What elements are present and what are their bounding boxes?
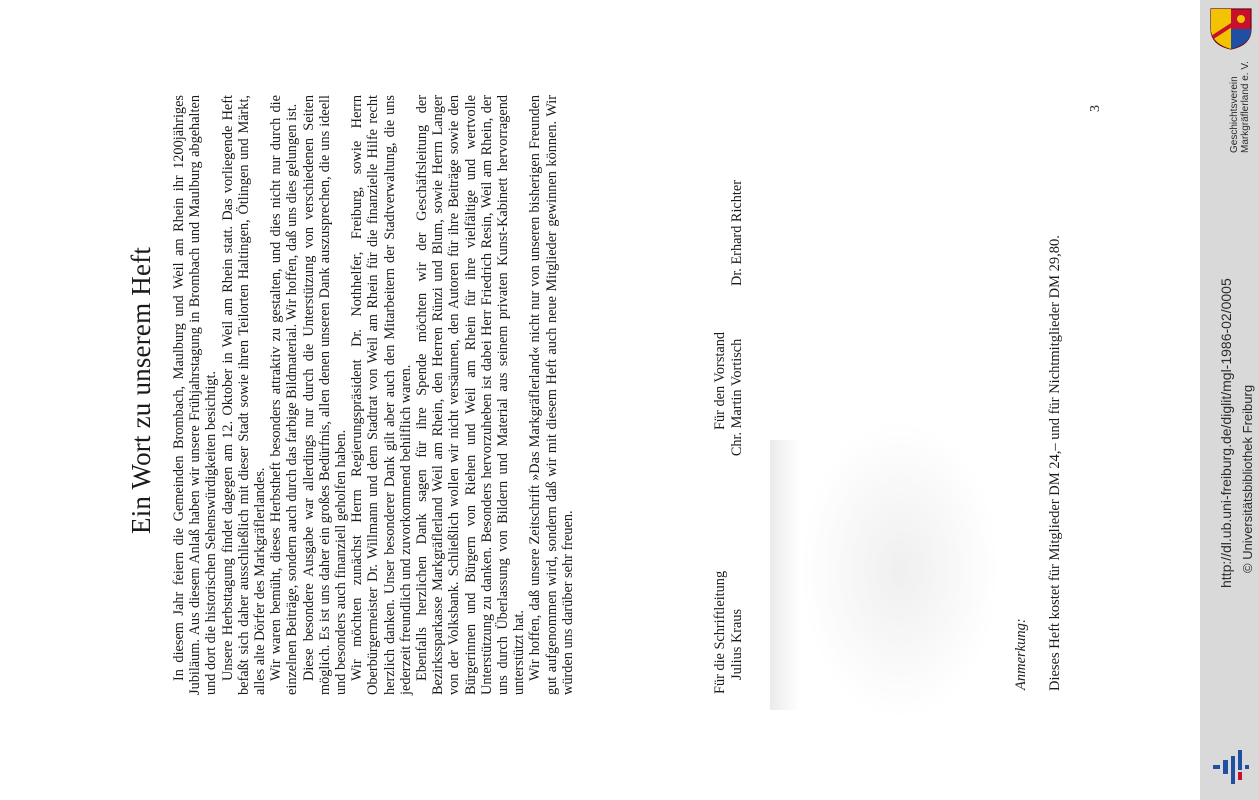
paragraph-5: Wir möchten zunächst Herrn Regierungspräsident Dr. Nothhelfer, Freiburg, sowie Herrn Oberbürgermeister Dr. Willmann und dem Stadtrat von Weil am Rhein für die finanzielle Hilfe recht herzlich danken. Unser besonderer Dank gilt aber auch den Mitarbeitern der Stadtverwaltung, die uns jederzeit freundlich und zuvorkommend behilflich waren. bbox=[349, 95, 414, 695]
price-note: Dieses Heft kostet für Mitglieder DM 24,– und für Nichtmitglieder DM 29,80. bbox=[1047, 235, 1063, 691]
paragraph-6: Ebenfalls herzlichen Dank sagen für ihre Spende möchten wir der Geschäftsleitung der Bezirkssparkasse Markgräflerland Weil am Rhein, den Herren Rünzi und Blum, sowie Herrn Langer von der Volksbank. Schließlich wollen wir nicht versäumen, den Autoren für ihre Beiträge sowie den Bürgerinnen und Bürgern von Riehen und Weil am Rhein für ihre vielfältige und wertvolle Unterstützung zu danken. Besonders hervorzuheben ist dabei Herr Friedrich Resin, Weil am Rhein, der uns durch Überlassung von Bildern und Material aus seinem privaten Kunst-Kabinett hervorragend unterstützt hat. bbox=[414, 95, 528, 695]
paragraph-4: Diese besondere Ausgabe war allerdings nur durch die Unterstützung von verschiedenen Seiten möglich. Es ist uns daher ein großes Bedürfnis, allen denen unseren Dank auszusprechen, die uns ideell und besonders auch finanziell geholfen haben. bbox=[300, 95, 350, 695]
right-name: Dr. Erhard Richter bbox=[728, 180, 745, 286]
coat-of-arms-logo bbox=[1207, 7, 1255, 51]
signature-block bbox=[712, 180, 745, 700]
paragraph-2: Unsere Herbsttagung findet dagegen am 12. Oktober in Weil am Rhein statt. Das vorliegende Heft befaßt sich daher ausschließlich mit dieser Stadt sowie ihren Teilorten Haltingen, Ötlingen und Märkt, alles alte Dörfer des Markgräflerlandes. bbox=[219, 95, 269, 695]
left-role: Für die Schriftleitung bbox=[712, 570, 728, 694]
note-heading: Anmerkung: bbox=[1013, 618, 1029, 690]
page-title: Ein Wort zu unserem Heft bbox=[126, 246, 156, 534]
middle-name: Chr. Martin Vortisch bbox=[728, 338, 745, 457]
org-name-line1: Geschichtsverein bbox=[1229, 76, 1240, 153]
copyright-text: © Universitätsbibliothek Freiburg bbox=[1240, 384, 1255, 573]
source-url-link[interactable]: http://dl.ub.uni-freiburg.de/diglit/mgl-1986-02/0005 bbox=[1218, 278, 1234, 588]
body-text bbox=[171, 95, 576, 695]
signature-names bbox=[729, 180, 746, 700]
signature-roles bbox=[712, 180, 729, 700]
scan-smudge bbox=[800, 420, 1000, 720]
right-role: Für den Vorstand bbox=[712, 332, 728, 430]
page-number: 3 bbox=[1088, 105, 1103, 112]
scan-edge bbox=[770, 440, 800, 710]
org-name-line2: Markgräflerland e. V. bbox=[1240, 61, 1251, 153]
paragraph-3: Wir waren bemüht, dieses Herbstheft besonders attraktiv zu gestalten, und dies nicht nur durch die einzelnen Beiträge, sondern auch durch das farbige Bildmaterial. Wir hoffen, daß uns dies gelungen ist. bbox=[268, 95, 301, 695]
left-name: Julius Kraus bbox=[728, 608, 745, 680]
paragraph-1: In diesem Jahr feiern die Gemeinden Brombach, Maulburg und Weil am Rhein ihr 1200jähriges Jubiläum. Aus diesem Anlaß haben wir unsere Frühjahrstagung in Brombach und Maulburg abgehalten und dort die historischen Sehenswürdigkeiten besichtigt. bbox=[171, 95, 220, 695]
paragraph-7: Wir hoffen, daß unsere Zeitschrift »Das Markgräflerland« nicht nur von unseren bisherigen Freunden gut aufgenommen wird, sondern daß wir mit diesem Heft auch neue Mitglieder gewinnen können. Wir würden uns darüber sehr freuen. bbox=[527, 95, 576, 695]
library-logo-icon bbox=[1211, 746, 1251, 790]
